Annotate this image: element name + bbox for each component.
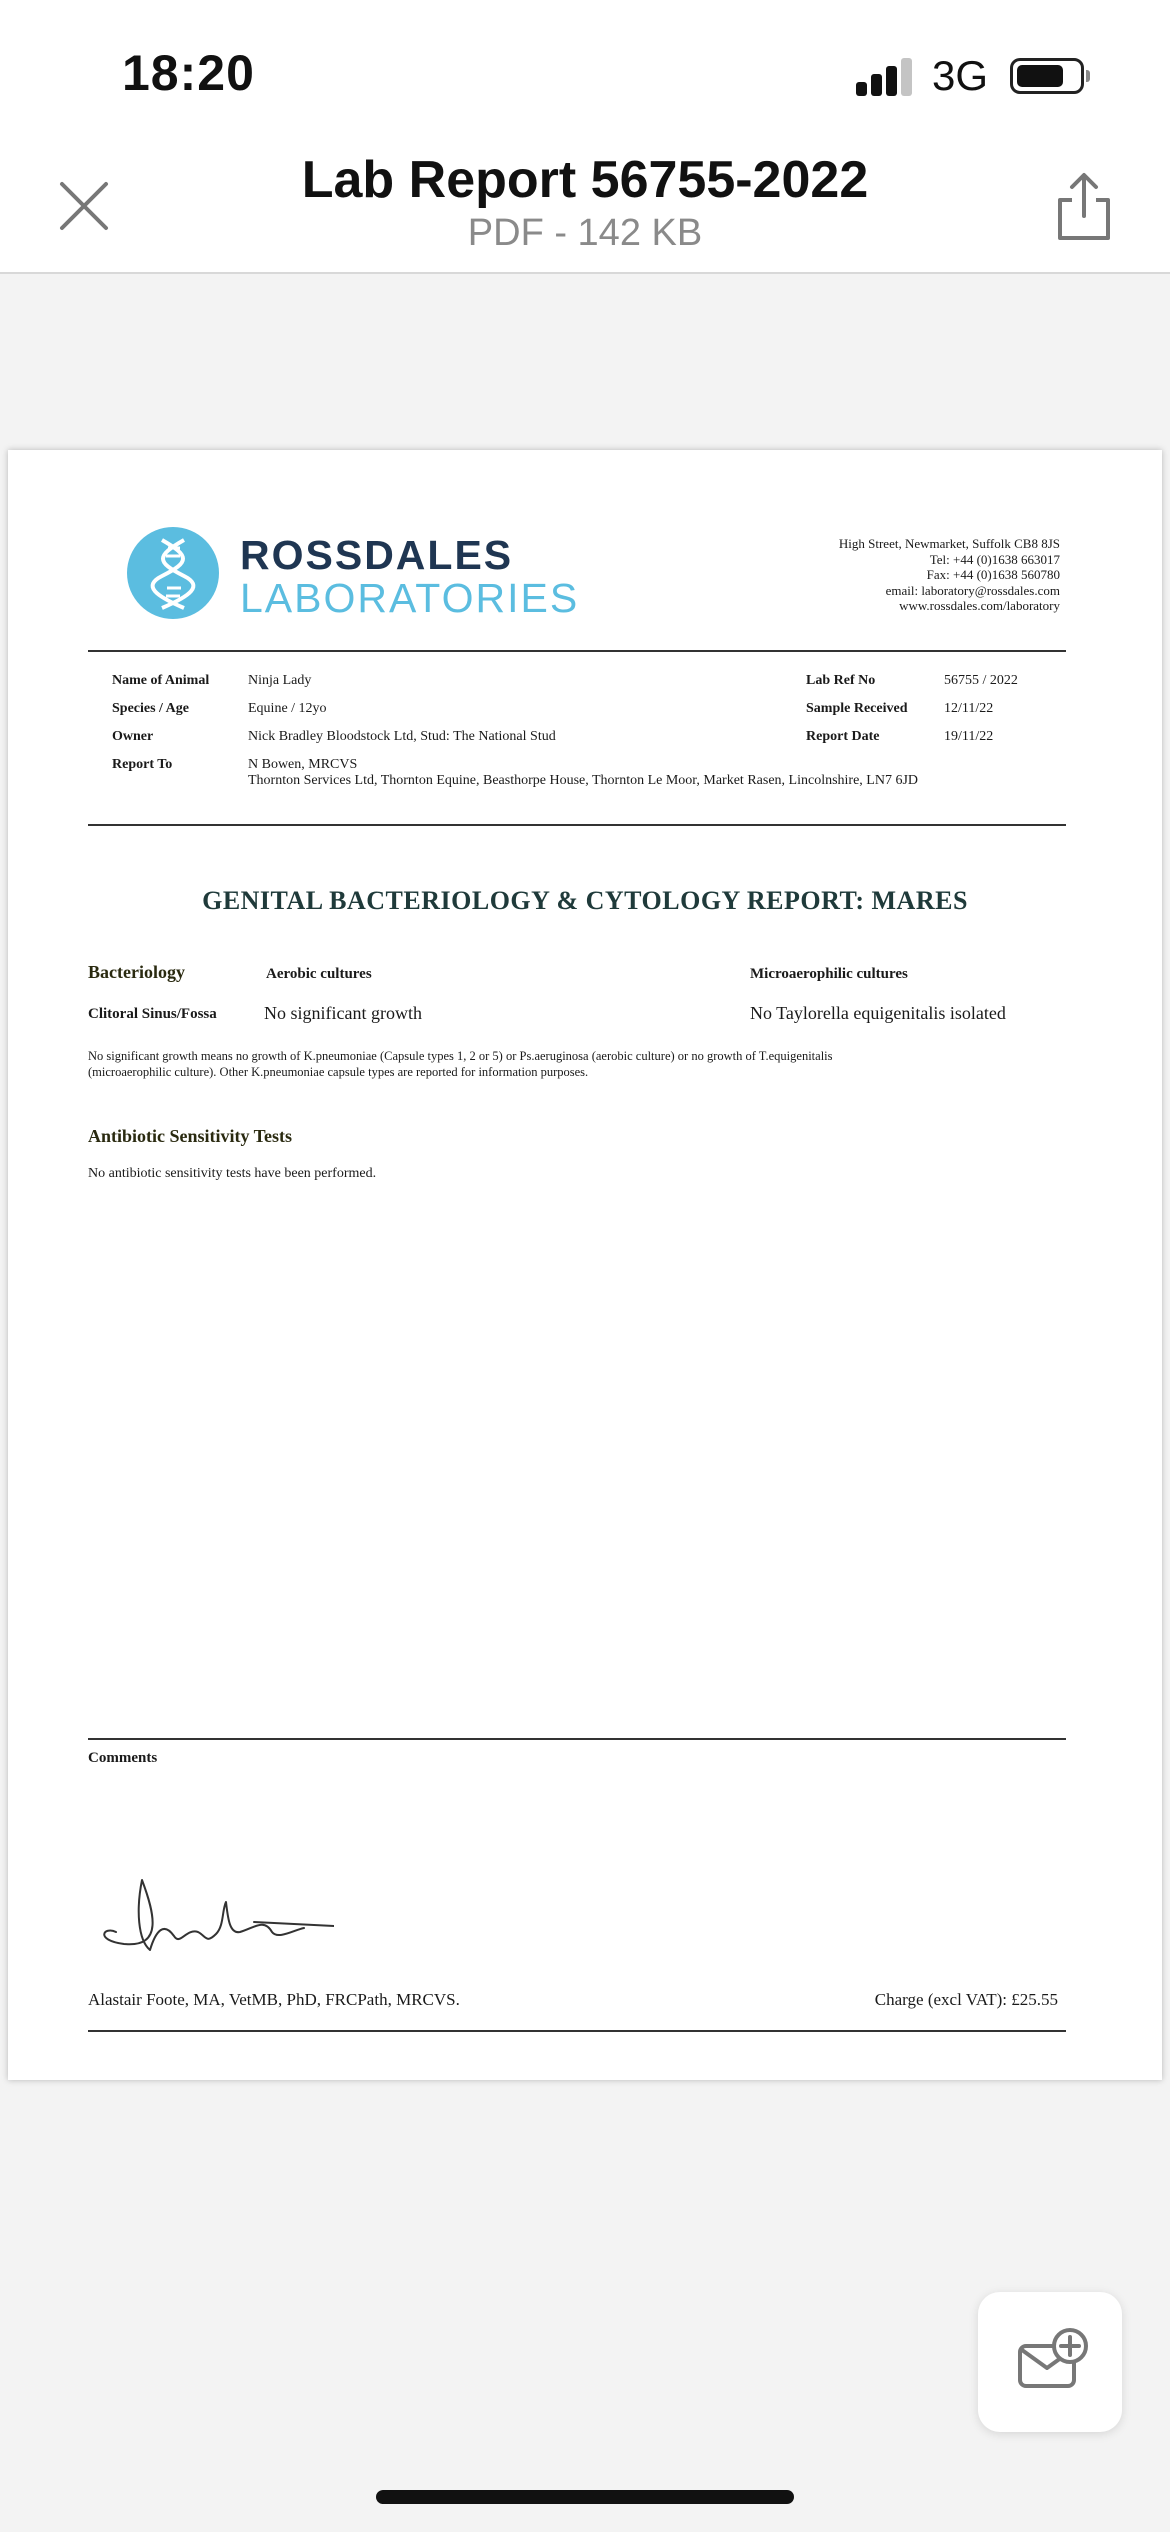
markup-mail-button[interactable] [978,2292,1122,2432]
address-email: email: laboratory@rossdales.com [885,582,1060,598]
owner-label: Owner [112,729,154,744]
report-date-label: Report Date [806,729,880,744]
animal-value: Ninja Lady [248,673,312,688]
sample-site: Clitoral Sinus/Fossa [88,1006,217,1022]
aerobic-header: Aerobic cultures [266,966,372,982]
bacteriology-note-line1: No significant growth means no growth of K.pneumoniae (Capsule types 1, 2 or 5) or Ps.aeruginosa (aerobic culture) or no growth of T.equigenitalis [88,1049,833,1063]
dna-logo-icon [126,526,220,620]
top-bar [0,0,1170,274]
status-time: 18:20 [122,45,255,101]
microaerophilic-header: Microaerophilic cultures [750,966,908,982]
signatory-name: Alastair Foote, MA, VetMB, PhD, FRCPath, MRCVS. [88,1990,460,2009]
address-tel: Tel: +44 (0)1638 663017 [929,551,1060,567]
sample-received-label: Sample Received [806,701,908,716]
lab-ref-value: 56755 / 2022 [944,673,1018,688]
animal-label: Name of Animal [112,673,210,688]
comments-divider [88,1738,1066,1740]
charge-amount: Charge (excl VAT): £25.55 [874,1990,1058,2009]
bacteriology-note-line2: (microaerophilic culture). Other K.pneumoniae capsule types are reported for information purposes. [88,1065,589,1079]
antibiotic-text: No antibiotic sensitivity tests have been performed. [88,1166,377,1181]
battery-icon [1010,58,1084,94]
address-street: High Street, Newmarket, Suffolk CB8 8JS [838,536,1060,551]
sample-received-value: 12/11/22 [944,701,994,716]
report-to-name: N Bowen, MRCVS [248,757,358,772]
report-to-address: Thornton Services Ltd, Thornton Equine, Beasthorpe House, Thornton Le Moor, Market Rasen, Lincolnshire, LN7 6JD [248,773,919,788]
address-web: www.rossdales.com/laboratory [899,598,1060,613]
report-date-value: 19/11/22 [944,729,994,744]
header-divider [88,650,1066,652]
species-label: Species / Age [112,701,189,716]
comments-label: Comments [88,1750,158,1766]
microaerophilic-result: No Taylorella equigenitalis isolated [750,1003,1006,1023]
brand-subname: LABORATORIES [240,575,580,621]
signature-image [94,1870,334,1966]
footer-divider [88,2030,1066,2032]
network-label: 3G [932,52,989,99]
share-button[interactable] [1052,170,1116,244]
lab-ref-label: Lab Ref No [806,673,876,688]
owner-value: Nick Bradley Bloodstock Ltd, Stud: The National Stud [248,729,556,744]
share-icon [1052,170,1116,244]
antibiotic-title: Antibiotic Sensitivity Tests [88,1126,293,1146]
brand-name: ROSSDALES [240,532,514,578]
bacteriology-title: Bacteriology [88,962,185,982]
signal-icon [856,56,914,96]
report-heading: GENITAL BACTERIOLOGY & CYTOLOGY REPORT: MARES [202,886,968,915]
document-subtitle: PDF - 142 KB [467,212,703,254]
info-divider [88,824,1066,826]
home-indicator[interactable] [376,2490,794,2504]
pdf-page[interactable] [8,450,1162,2080]
aerobic-result: No significant growth [264,1003,422,1023]
report-to-label: Report To [112,757,173,772]
species-value: Equine / 12yo [248,701,327,716]
lab-address [839,536,1060,614]
document-title: Lab Report 56755-2022 [301,151,869,209]
address-fax: Fax: +44 (0)1638 560780 [926,567,1060,582]
mail-add-icon [978,2292,1122,2432]
